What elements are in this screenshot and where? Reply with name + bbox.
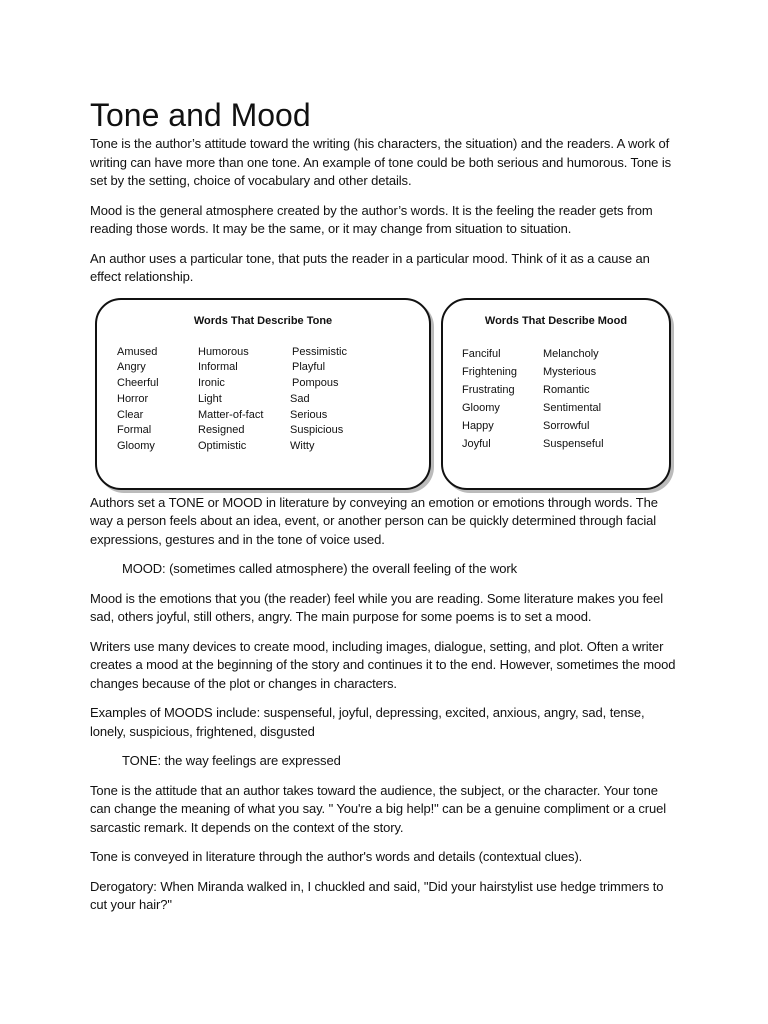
mood-word: Mysterious [543, 365, 597, 378]
mood-definition-paragraph: Mood is the general atmosphere created by the author’s words. It is the feeling the reader gets from reading those words. It may be the same, or it may change from situation to situation. [90, 202, 653, 236]
derogatory-example-paragraph: Derogatory: When Miranda walked in, I chuckled and said, "Did your hairstylist use hedge trimmers to cut your hair?" [90, 878, 664, 912]
tone-word: Humorous [198, 345, 249, 358]
tone-word: Suspicious [290, 424, 344, 437]
mood-heading: MOOD: (sometimes called atmosphere) the overall feeling of the work [122, 561, 518, 576]
tone-word: Horror [117, 392, 149, 405]
tone-word: Cheerful [117, 377, 159, 390]
mood-word: Frustrating [462, 383, 515, 396]
document-page [90, 96, 680, 915]
tone-conveyed-paragraph: Tone is conveyed in literature through the author's words and details (contextual clues). [90, 849, 583, 864]
mood-word: Gloomy [462, 401, 500, 414]
mood-word: Suspenseful [543, 437, 604, 450]
tone-word: Sad [290, 392, 310, 405]
word-boxes [90, 298, 682, 494]
tone-word: Formal [117, 424, 152, 437]
tone-word: Optimistic [198, 440, 247, 453]
tone-word: Pompous [292, 377, 339, 390]
mood-word: Joyful [462, 437, 491, 450]
tone-words-box [95, 298, 431, 490]
tone-word: Witty [290, 440, 315, 453]
tone-words-column-2 [198, 345, 290, 456]
tone-word: Light [198, 392, 222, 405]
tone-word: Ironic [198, 377, 225, 390]
tone-word: Resigned [198, 424, 245, 437]
mood-word: Fanciful [462, 347, 501, 360]
tone-word: Amused [117, 345, 158, 358]
mood-box-title: Words That Describe Mood [484, 314, 628, 327]
mood-words-column-1 [462, 345, 543, 453]
tone-word: Pessimistic [292, 345, 348, 358]
tone-definition-paragraph: Tone is the author’s attitude toward the writing (his characters, the situation) and the readers. A work of writing can have more than one tone. An example of tone could be both serious and humorous. Tone is set by the setting, choice of vocabulary and other details. [90, 136, 672, 188]
tone-word: Angry [117, 361, 146, 374]
mood-word: Sentimental [543, 401, 602, 414]
mood-word: Happy [462, 419, 494, 432]
tone-word: Serious [290, 408, 328, 421]
tone-word: Playful [292, 361, 326, 374]
tone-attitude-paragraph: Tone is the attitude that an author takes toward the audience, the subject, or the character. Your tone can change the meaning of what you say. " You're a big help!" can be a genuine compliment or a cruel sarcastic remark. It depends on the context of the story. [90, 782, 667, 835]
mood-word: Melancholy [543, 347, 599, 360]
tone-word: Informal [198, 361, 238, 374]
tone-box-title: Words That Describe Tone [193, 314, 333, 327]
tone-words-column-3 [290, 345, 370, 456]
mood-words-column-2 [543, 345, 653, 453]
page-title: Tone and Mood [90, 97, 311, 133]
mood-devices-paragraph: Writers use many devices to create mood, including images, dialogue, setting, and plot. Often a writer creates a mood at the beginning of the story and continues it to the end. However, sometimes the mood changes because of the plot or changes in characters. [90, 638, 676, 691]
cause-effect-paragraph: An author uses a particular tone, that puts the reader in a particular mood. Think of it as a cause an effect relationship. [90, 250, 650, 284]
mood-word: Sorrowful [543, 419, 590, 432]
tone-heading: TONE: the way feelings are expressed [122, 753, 341, 768]
mood-words-box [441, 298, 671, 490]
tone-word: Gloomy [117, 440, 155, 453]
tone-words-column-1 [117, 345, 198, 456]
mood-emotions-paragraph: Mood is the emotions that you (the reader) feel while you are reading. Some literature makes you feel sad, others joyful, still others, angry. The main purpose for some poems is to set a mood. [90, 590, 664, 624]
tone-word: Matter-of-fact [198, 408, 264, 421]
tone-word: Clear [117, 408, 144, 421]
mood-word: Frightening [462, 365, 518, 378]
mood-examples-paragraph: Examples of MOODS include: suspenseful, joyful, depressing, excited, anxious, angry, sad, tense, lonely, suspicious, frightened, disgusted [90, 705, 645, 739]
tone-mood-conveying-paragraph: Authors set a TONE or MOOD in literature by conveying an emotion or emotions through words. The way a person feels about an idea, event, or another person can be quickly determined through facial expressions, gestures and in the tone of voice used. [90, 494, 658, 547]
mood-word: Romantic [543, 383, 590, 396]
